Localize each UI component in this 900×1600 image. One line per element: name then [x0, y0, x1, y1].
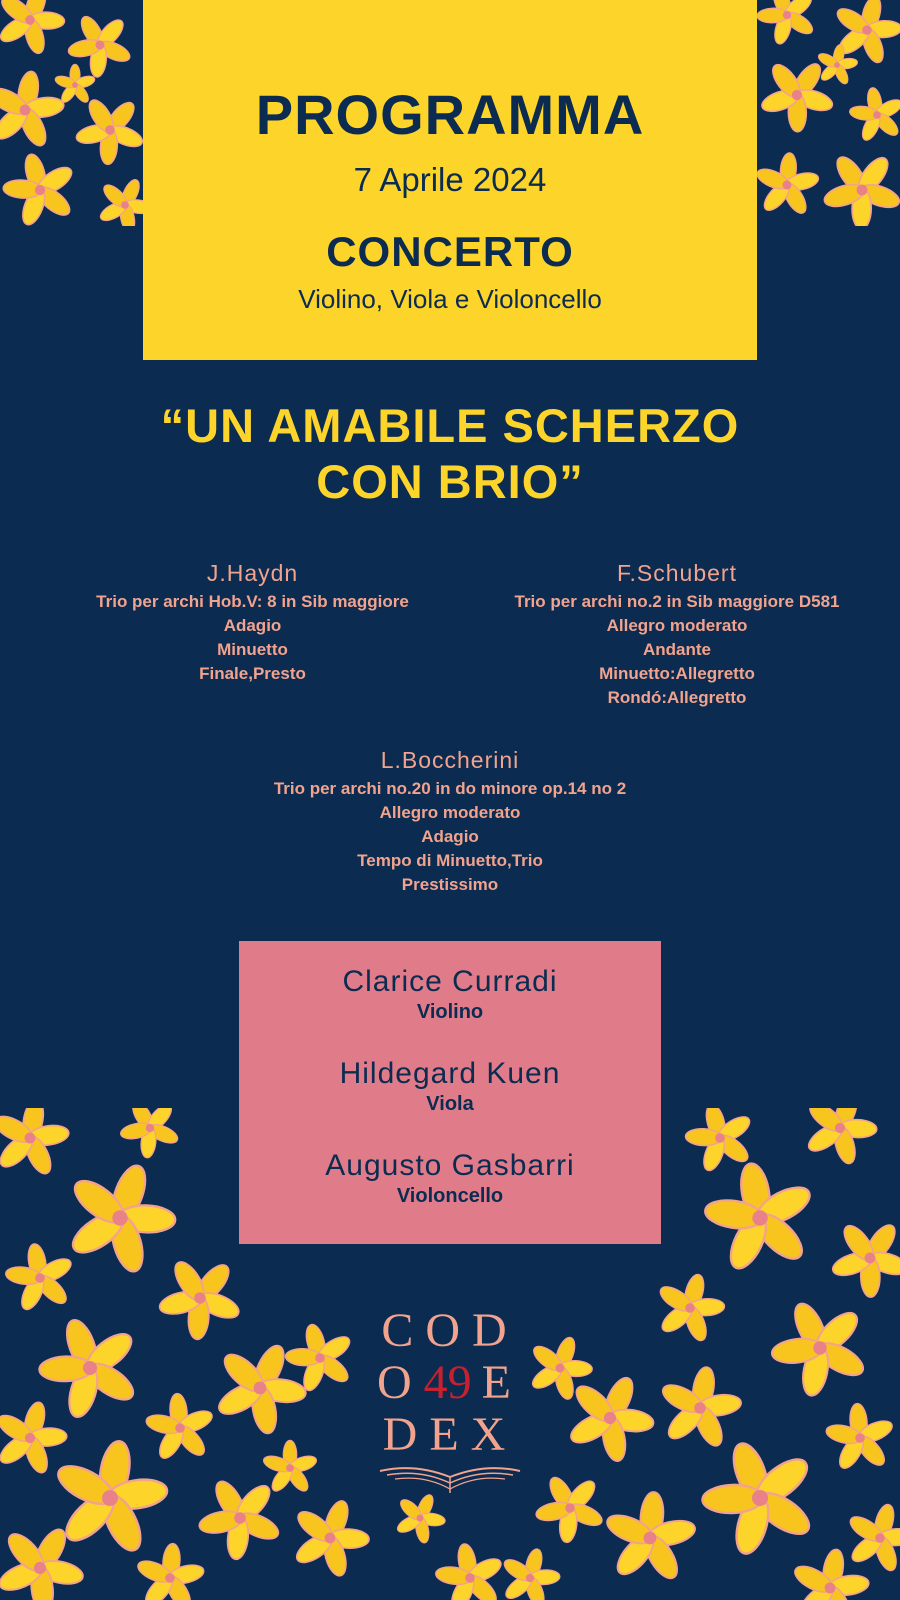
composer-block-schubert — [470, 560, 884, 710]
movement: Finale,Presto — [199, 664, 306, 683]
logo-number: 49 — [423, 1356, 472, 1409]
musician-role: Viola — [426, 1093, 474, 1115]
open-book-icon — [375, 1463, 525, 1499]
concert-title — [40, 398, 860, 510]
logo-row — [370, 1357, 530, 1409]
musician-entry — [239, 1057, 661, 1116]
composer-name: F.Schubert — [617, 560, 737, 586]
musician-name: Augusto Gasbarri — [325, 1149, 575, 1182]
codoedex-logo — [370, 1305, 530, 1500]
movement: Minuetto:Allegretto — [599, 664, 755, 683]
composer-name: J.Haydn — [206, 560, 299, 586]
musician-entry — [239, 965, 661, 1024]
event-heading: CONCERTO — [326, 228, 574, 275]
logo-letter: E — [481, 1356, 523, 1409]
movement: Andante — [643, 640, 711, 659]
piece-title: Trio per archi Hob.V: 8 in Sib maggiore — [96, 592, 409, 611]
concert-date: 7 Aprile 2024 — [353, 161, 547, 198]
piece-title: Trio per archi no.2 in Sib maggiore D581 — [514, 592, 840, 611]
composer-block-boccherini — [150, 747, 750, 897]
logo-row: COD — [381, 1304, 519, 1357]
concert-title-line: CON BRIO” — [316, 455, 584, 508]
movement: Adagio — [421, 827, 479, 846]
musician-name: Hildegard Kuen — [339, 1057, 561, 1090]
musician-role: Violino — [416, 1001, 484, 1023]
flower-decoration-icon — [0, 0, 143, 226]
composer-block-haydn — [40, 560, 465, 686]
movement: Tempo di Minuetto,Trio — [357, 851, 543, 870]
concert-title-line: “UN AMABILE SCHERZO — [160, 399, 740, 452]
instruments-subtitle: Violino, Viola e Violoncello — [298, 284, 602, 314]
musicians-box — [239, 941, 661, 1244]
piece-title: Trio per archi no.20 in do minore op.14 no 2 — [273, 779, 627, 798]
logo-letter: O — [377, 1356, 424, 1409]
musician-role: Violoncello — [396, 1185, 504, 1207]
movement: Adagio — [223, 616, 282, 635]
musician-entry — [239, 1149, 661, 1208]
composer-name: L.Boccherini — [380, 747, 520, 773]
program-heading: PROGRAMMA — [255, 83, 645, 146]
movement: Allegro moderato — [379, 803, 521, 822]
movement: Rondó:Allegretto — [607, 688, 747, 707]
movement: Minuetto — [217, 640, 288, 659]
header-box — [143, 0, 757, 360]
movement: Prestissimo — [401, 875, 499, 894]
logo-row: DEX — [382, 1408, 518, 1461]
flower-decoration-icon — [757, 0, 900, 226]
movement: Allegro moderato — [606, 616, 748, 635]
musician-name: Clarice Curradi — [342, 965, 558, 998]
